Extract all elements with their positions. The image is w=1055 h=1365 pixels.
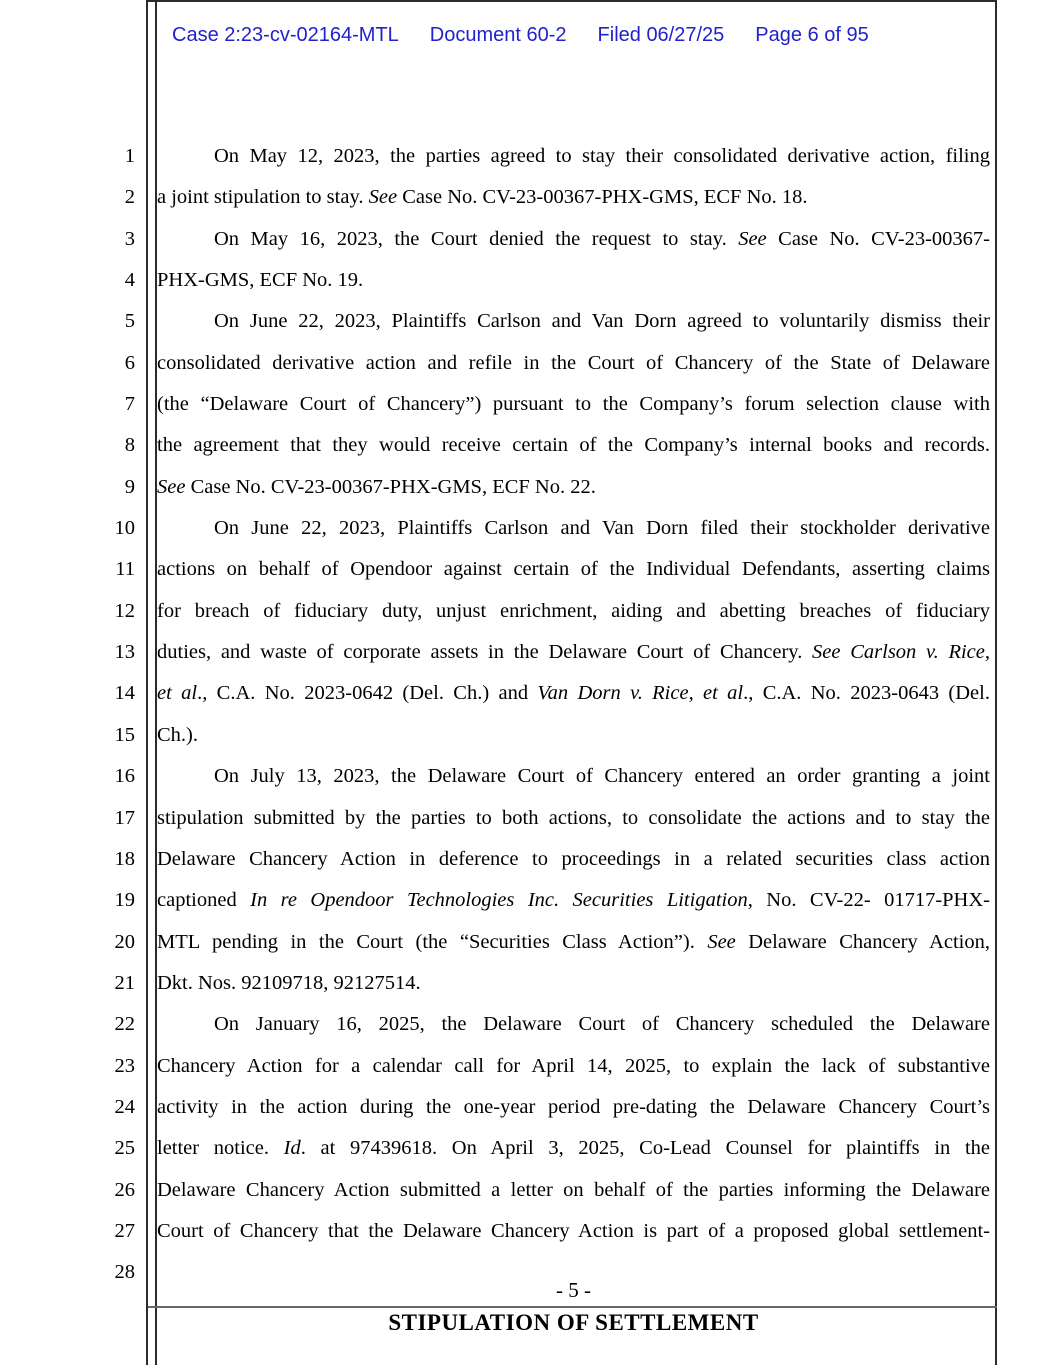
line-text: Dkt. Nos. 92109718, 92127514. xyxy=(157,971,421,994)
line-text: PHX-GMS, ECF No. 19. xyxy=(157,269,364,292)
line-number: 27 xyxy=(114,1219,135,1242)
line-row xyxy=(0,632,1055,673)
line-text: On May 12, 2023, the parties agreed to stay their consolidated derivative action, filing xyxy=(214,145,990,167)
line-text: On January 16, 2025, the Delaware Court of Chancery scheduled the Delaware xyxy=(214,1013,990,1036)
line-row xyxy=(0,219,1055,260)
case-number: Case 2:23-cv-02164-MTL xyxy=(172,24,399,46)
line-rows xyxy=(0,136,1055,1294)
line-number: 20 xyxy=(114,930,135,953)
line-row xyxy=(0,715,1055,756)
line-number: 26 xyxy=(114,1178,135,1201)
document-number: Document 60-2 xyxy=(429,24,567,46)
line-row xyxy=(0,756,1055,797)
line-text: captioned In re Opendoor Technologies Inc. Securities Litigation, No. CV-22- 01717-PHX- xyxy=(157,889,990,912)
footer-page-number: - 5 - xyxy=(556,1278,591,1302)
line-text: On July 13, 2023, the Delaware Court of Chancery entered an order granting a joint xyxy=(214,765,990,788)
line-text: Delaware Chancery Action in deference to proceedings in a related securities class action xyxy=(157,847,990,870)
footer-document-title: STIPULATION OF SETTLEMENT xyxy=(388,1310,759,1335)
line-row xyxy=(0,384,1055,425)
line-text: stipulation submitted by the parties to both actions, to consolidate the actions and to stay the xyxy=(157,806,990,829)
filed-date: Filed 06/27/25 xyxy=(597,24,725,46)
line-text: See Case No. CV-23-00367-PHX-GMS, ECF No. 22. xyxy=(157,475,596,498)
line-text: Ch.). xyxy=(157,723,198,746)
line-number: 17 xyxy=(114,806,135,829)
line-row xyxy=(0,260,1055,301)
line-text: On May 16, 2023, the Court denied the request to stay. See Case No. CV-23-00367- xyxy=(214,227,990,250)
line-number: 8 xyxy=(124,434,135,457)
line-number: 6 xyxy=(124,351,135,374)
line-number: 10 xyxy=(114,517,135,540)
line-text: duties, and waste of corporate assets in the Delaware Court of Chancery. See Carlson v. Rice, xyxy=(157,641,990,664)
line-text: (the “Delaware Court of Chancery”) pursuant to the Company’s forum selection clause with xyxy=(157,393,990,416)
line-row xyxy=(0,1046,1055,1087)
line-text: On June 22, 2023, Plaintiffs Carlson and Van Dorn filed their stockholder derivative xyxy=(214,517,990,540)
line-row xyxy=(0,963,1055,1004)
line-row xyxy=(0,343,1055,384)
line-number: 25 xyxy=(114,1137,135,1160)
line-row xyxy=(0,1004,1055,1045)
line-number: 22 xyxy=(114,1013,135,1036)
line-row xyxy=(0,1211,1055,1252)
line-number: 24 xyxy=(114,1095,135,1118)
top-border-rule xyxy=(148,0,997,2)
line-row xyxy=(0,136,1055,177)
line-number: 11 xyxy=(115,558,135,581)
line-number: 18 xyxy=(114,847,135,870)
line-row xyxy=(0,1128,1055,1169)
line-number: 14 xyxy=(114,682,135,705)
line-text: a joint stipulation to stay. See Case No. CV-23-00367-PHX-GMS, ECF No. 18. xyxy=(157,186,808,209)
line-row xyxy=(0,880,1055,921)
line-number: 4 xyxy=(124,269,135,292)
line-text: the agreement that they would receive certain of the Company’s internal books and records. xyxy=(157,434,990,457)
line-row xyxy=(0,425,1055,466)
line-row xyxy=(0,301,1055,342)
ecf-header-stamp xyxy=(172,22,992,48)
line-number: 19 xyxy=(114,889,135,912)
line-row xyxy=(0,798,1055,839)
line-number: 23 xyxy=(114,1054,135,1077)
line-row xyxy=(0,177,1055,218)
line-number: 9 xyxy=(124,475,135,498)
line-number: 5 xyxy=(124,310,135,333)
line-number: 2 xyxy=(124,186,135,209)
line-number: 7 xyxy=(124,393,135,416)
line-text: actions on behalf of Opendoor against certain of the Individual Defendants, asserting claims xyxy=(157,558,990,581)
line-text: Delaware Chancery Action submitted a letter on behalf of the parties informing the Delaware xyxy=(157,1178,990,1201)
line-row xyxy=(0,839,1055,880)
line-text: MTL pending in the Court (the “Securities Class Action”). See Delaware Chancery Action, xyxy=(157,930,990,953)
line-number: 1 xyxy=(124,145,135,167)
line-text: Court of Chancery that the Delaware Chancery Action is part of a proposed global settlement- xyxy=(157,1219,990,1242)
line-text: for breach of fiduciary duty, unjust enrichment, aiding and abetting breaches of fiduciary xyxy=(157,599,990,622)
line-row xyxy=(0,673,1055,714)
line-row xyxy=(0,1087,1055,1128)
line-text: consolidated derivative action and refile in the Court of Chancery of the State of Delaware xyxy=(157,351,990,374)
line-row xyxy=(0,467,1055,508)
line-number: 16 xyxy=(114,765,135,788)
line-text: On June 22, 2023, Plaintiffs Carlson and Van Dorn agreed to voluntarily dismiss their xyxy=(214,310,990,333)
line-row xyxy=(0,549,1055,590)
line-row xyxy=(0,591,1055,632)
line-text: activity in the action during the one-year period pre-dating the Delaware Chancery Court’s xyxy=(157,1095,990,1118)
line-row xyxy=(0,1170,1055,1211)
line-row xyxy=(0,508,1055,549)
line-number: 15 xyxy=(114,723,135,746)
line-text: Chancery Action for a calendar call for April 14, 2025, to explain the lack of substantive xyxy=(157,1054,990,1077)
line-number: 21 xyxy=(114,971,135,994)
line-text: letter notice. Id. at 97439618. On April 3, 2025, Co-Lead Counsel for plaintiffs in the xyxy=(157,1137,990,1160)
line-row xyxy=(0,922,1055,963)
page-indicator: Page 6 of 95 xyxy=(755,24,869,46)
line-text: et al., C.A. No. 2023-0642 (Del. Ch.) and Van Dorn v. Rice, et al., C.A. No. 2023-0643 (Del. xyxy=(157,682,990,705)
line-number: 28 xyxy=(114,1261,135,1284)
line-number: 3 xyxy=(124,227,135,250)
line-number: 12 xyxy=(114,599,135,622)
line-number: 13 xyxy=(114,641,135,664)
